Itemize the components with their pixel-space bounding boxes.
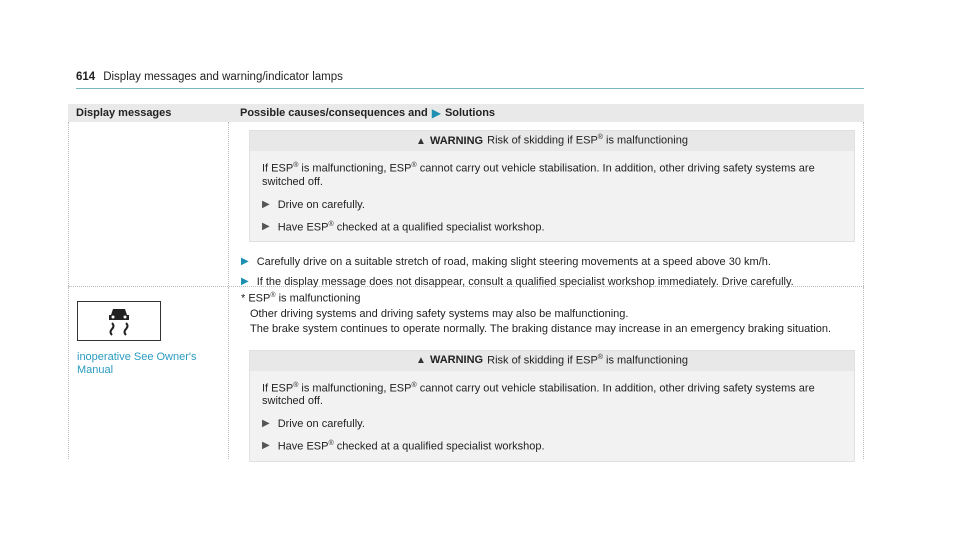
page-number: 614 — [76, 71, 96, 83]
step-item: ▶ Drive on carefully. — [262, 418, 365, 431]
row2-display-cell — [69, 287, 229, 459]
arrow-right-icon: ▶ — [262, 220, 270, 232]
table-row — [68, 287, 864, 459]
warning-box — [249, 130, 855, 242]
row1-display-cell — [69, 122, 229, 286]
step-item: ▶ Have ESP® checked at a qualified specialist workshop. — [262, 440, 545, 453]
display-messages-table — [68, 104, 864, 459]
esp-skidding-car-icon — [77, 301, 161, 341]
col-causes — [228, 106, 495, 120]
cause-line: Other driving systems and driving safety systems may also be malfunctioning. — [250, 307, 629, 320]
arrow-right-icon: ▶ — [262, 198, 270, 210]
col-causes-label: Possible causes/consequences and — [240, 107, 428, 119]
arrow-right-icon: ▶ — [262, 440, 270, 452]
col-display-messages: Display messages — [76, 107, 172, 119]
table-header — [68, 104, 864, 122]
page-title: Display messages and warning/indicator lamps — [103, 71, 343, 83]
solution-step: ▶ If the display message does not disappear, consult a qualified specialist workshop immediately. Drive carefully. — [241, 276, 794, 289]
warning-title: ▲ WARNING Risk of skidding if ESP® is malfunctioning — [250, 351, 854, 371]
page-header — [76, 71, 343, 83]
warning-body: If ESP® is malfunctioning, ESP® cannot carry out vehicle stabilisation. In addition, other driving safety systems are switched off. — [262, 381, 815, 408]
cause-line: The brake system continues to operate normally. The braking distance may increase in an emergency braking situation. — [250, 322, 832, 335]
row1-causes-cell — [229, 122, 863, 289]
step-item: ▶ Have ESP® checked at a qualified specialist workshop. — [262, 220, 545, 234]
arrow-right-icon: ▶ — [241, 276, 249, 288]
col-solutions-label: Solutions — [444, 107, 496, 119]
row2-causes-cell — [229, 287, 863, 459]
header-divider — [76, 88, 864, 89]
arrow-right-icon: ▶ — [262, 418, 270, 430]
solution-step: ▶ Carefully drive on a suitable stretch of road, making slight steering movements at a speed above 30 km/h. — [241, 256, 771, 269]
warning-triangle-icon: ▲ — [416, 135, 426, 147]
arrow-right-icon: ▶ — [431, 106, 441, 120]
warning-title: ▲ WARNING Risk of skidding if ESP® is malfunctioning — [250, 131, 854, 151]
warning-body: If ESP® is malfunctioning, ESP® cannot carry out vehicle stabilisation. In addition, other driving safety systems are switched off. — [262, 162, 815, 188]
step-item: ▶ Drive on carefully. — [262, 198, 365, 211]
cause-line: * ESP® is malfunctioning — [241, 292, 361, 305]
table-row — [68, 122, 864, 289]
warning-box — [249, 350, 855, 462]
arrow-right-icon: ▶ — [241, 256, 249, 268]
status-text: inoperative See Owner's Manual — [77, 351, 197, 376]
warning-triangle-icon: ▲ — [416, 355, 426, 367]
